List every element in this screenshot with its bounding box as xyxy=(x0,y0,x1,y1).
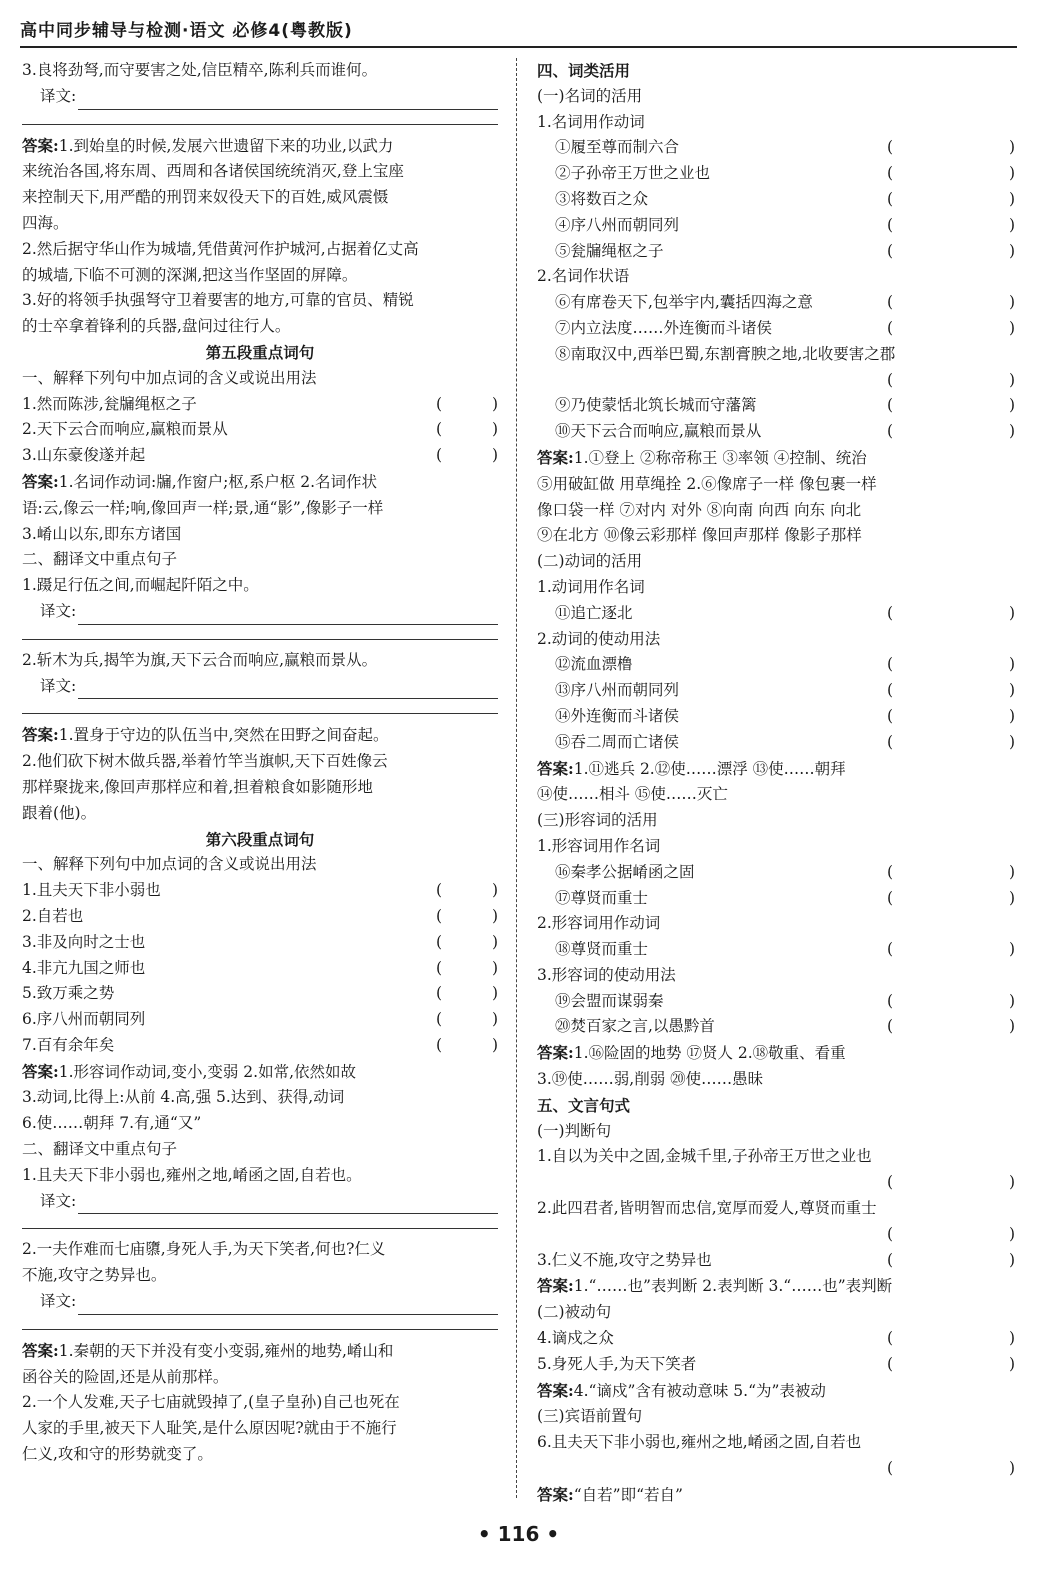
question-item xyxy=(537,1014,1015,1040)
translation-label: 译文: xyxy=(40,601,77,620)
question-text: 3.仁义不施,攻守之势异也 xyxy=(537,1250,712,1269)
text-line: (三)形容词的活用 xyxy=(537,811,658,830)
answer-line xyxy=(537,756,1015,783)
answer-parens[interactable] xyxy=(887,730,1015,756)
translation-blank-line[interactable] xyxy=(22,1315,498,1330)
answer-parens[interactable] xyxy=(887,860,1015,886)
text-line: 6.使……朝拜 7.有,通“又” xyxy=(22,1114,202,1133)
answer-parens[interactable] xyxy=(887,161,1015,187)
text-line: 二、翻译文中重点句子 xyxy=(22,1140,178,1159)
answer-parens[interactable] xyxy=(436,392,498,418)
text-line: 一、解释下列句中加点词的含义或说出用法 xyxy=(22,368,317,387)
question-text: ⑦内立法度……外连衡而斗诸侯 xyxy=(555,318,773,337)
text-line: 2.然后据守华山作为城墙,凭借黄河作护城河,占据着亿丈高 xyxy=(22,239,419,258)
question-item xyxy=(22,1033,498,1059)
answer-label: 答案: xyxy=(537,1043,574,1063)
right-paren: ) xyxy=(491,881,498,900)
text-line: 跟着(他)。 xyxy=(22,803,97,822)
answer-parens-line xyxy=(537,368,1015,394)
text-line: 3.形容词的使动用法 xyxy=(537,965,676,984)
answer-parens-line xyxy=(537,1222,1015,1248)
question-text: 2.自若也 xyxy=(22,906,84,925)
text-line: 函谷关的险固,还是从前那样。 xyxy=(22,1367,229,1386)
right-paren: ) xyxy=(1008,862,1015,881)
answer-parens[interactable] xyxy=(887,601,1015,627)
question-text: ⑬序八州而朝同列 xyxy=(555,681,680,700)
left-paren: ( xyxy=(887,370,894,389)
translation-blank-line[interactable] xyxy=(22,1214,498,1229)
text-line: 2.斩木为兵,揭竿为旗,天下云合而响应,赢粮而景从。 xyxy=(22,650,378,669)
answer-label: 答案: xyxy=(22,471,59,491)
left-paren: ( xyxy=(887,1459,894,1478)
question-item xyxy=(22,1007,498,1033)
question-item xyxy=(537,161,1015,187)
question-item xyxy=(537,860,1015,886)
text-line: 2.一个人发难,天子七庙就毁掉了,(皇子皇孙)自己也死在 xyxy=(22,1393,400,1412)
right-paren: ) xyxy=(1008,422,1015,441)
right-paren: ) xyxy=(1008,991,1015,1010)
text-line: 四海。 xyxy=(22,213,69,232)
question-text: ⑪追亡逐北 xyxy=(555,603,633,622)
question-item xyxy=(537,989,1015,1015)
text-line: 仁义,攻和守的形势就变了。 xyxy=(22,1445,213,1464)
question-text: ③将数百之众 xyxy=(555,189,649,208)
answer-parens[interactable] xyxy=(887,419,1015,445)
left-paren: ( xyxy=(436,1010,443,1029)
answer-line xyxy=(537,1273,1015,1300)
answer-label: 答案: xyxy=(22,135,59,155)
answer-line xyxy=(22,133,498,160)
right-paren: ) xyxy=(1008,888,1015,907)
question-item xyxy=(537,730,1015,756)
question-text: ⑱尊贤而重士 xyxy=(555,940,649,959)
text-line: (一)判断句 xyxy=(537,1121,612,1140)
question-text: ⑤瓮牖绳枢之子 xyxy=(555,241,664,260)
right-paren: ) xyxy=(491,394,498,413)
question-item xyxy=(537,1352,1015,1378)
answer-label: 答案: xyxy=(537,447,574,467)
answer-parens-line xyxy=(537,1456,1015,1482)
question-text: ⑩天下云合而响应,赢粮而景从 xyxy=(555,422,762,441)
question-item xyxy=(22,981,498,1007)
right-paren: ) xyxy=(1008,1329,1015,1348)
question-text: ①履至尊而制六合 xyxy=(555,138,680,157)
text-line: 2.动词的使动用法 xyxy=(537,629,661,648)
left-paren: ( xyxy=(436,958,443,977)
question-text: 2.天下云合而响应,赢粮而景从 xyxy=(22,420,228,439)
question-text: 6.序八州而朝同列 xyxy=(22,1010,146,1029)
text-line: 1.自以为关中之固,金城千里,子孙帝王万世之业也 xyxy=(537,1147,872,1166)
answer-text: 1.名词作动词:牖,作窗户;枢,系户枢 2.名词作状 xyxy=(58,472,378,491)
left-paren: ( xyxy=(436,394,443,413)
left-column xyxy=(22,58,498,1468)
question-text: ⑥有席卷天下,包举宇内,囊括四海之意 xyxy=(555,293,813,312)
question-text: ⑲会盟而谋弱秦 xyxy=(555,991,664,1010)
translation-blank[interactable] xyxy=(78,682,498,699)
text-line: 人家的手里,被天下人耻笑,是什么原因呢?就由于不施行 xyxy=(22,1419,397,1438)
answer-line xyxy=(22,1338,498,1365)
answer-label: 答案: xyxy=(537,1276,574,1296)
answer-parens[interactable] xyxy=(436,417,498,443)
translation-blank-line[interactable] xyxy=(22,699,498,714)
right-paren: ) xyxy=(491,1010,498,1029)
right-paren: ) xyxy=(1008,241,1015,260)
answer-parens[interactable] xyxy=(887,393,1015,419)
answer-text: 1.秦朝的天下并没有变小变弱,雍州的地势,崤山和 xyxy=(58,1341,394,1360)
answer-parens[interactable] xyxy=(887,937,1015,963)
right-paren: ) xyxy=(491,906,498,925)
left-paren: ( xyxy=(887,1354,894,1373)
text-line: 3.⑲使……弱,削弱 ⑳使……愚昧 xyxy=(537,1070,764,1089)
question-item xyxy=(537,652,1015,678)
left-paren: ( xyxy=(436,446,443,465)
translation-line xyxy=(22,674,498,700)
text-line: 的士卒拿着锋利的兵器,盘问过往行人。 xyxy=(22,317,291,336)
text-line: 那样聚拢来,像回声那样应和着,担着粮食如影随形地 xyxy=(22,777,373,796)
question-item xyxy=(537,290,1015,316)
text-line: 来控制天下,用严酷的刑罚来奴役天下的百姓,威风震慑 xyxy=(22,188,389,207)
answer-label: 答案: xyxy=(22,1340,59,1360)
left-paren: ( xyxy=(887,189,894,208)
left-paren: ( xyxy=(887,164,894,183)
left-paren: ( xyxy=(887,422,894,441)
left-paren: ( xyxy=(887,681,894,700)
text-line: 来统治各国,将东周、西周和各诸侯国统统消灭,登上宝座 xyxy=(22,162,404,181)
right-paren: ) xyxy=(491,446,498,465)
text-line: 1.蹑足行伍之间,而崛起阡陌之中。 xyxy=(22,576,259,595)
text-line: 的城墙,下临不可测的深渊,把这当作坚固的屏障。 xyxy=(22,265,358,284)
section-heading: 第六段重点词句 xyxy=(205,829,315,849)
text-line: 3.良将劲弩,而守要害之处,信臣精卒,陈利兵而谁何。 xyxy=(22,61,378,79)
answer-parens[interactable] xyxy=(887,213,1015,239)
left-paren: ( xyxy=(887,732,894,751)
right-paren: ) xyxy=(1008,189,1015,208)
question-text: ⑯秦孝公据崤函之固 xyxy=(555,862,695,881)
question-text: ⑮吞二周而亡诸侯 xyxy=(555,732,680,751)
right-paren: ) xyxy=(1008,940,1015,959)
section-title: 五、文言句式 xyxy=(537,1095,631,1115)
left-paren: ( xyxy=(436,881,443,900)
right-paren: ) xyxy=(1008,1224,1015,1243)
right-paren: ) xyxy=(1008,603,1015,622)
right-paren: ) xyxy=(1008,1017,1015,1036)
answer-line xyxy=(22,469,498,496)
text-line: 1.且夫天下非小弱也,雍州之地,崤函之固,自若也。 xyxy=(22,1165,362,1184)
question-text: 5.身死人手,为天下笑者 xyxy=(537,1354,697,1373)
right-paren: ) xyxy=(1008,293,1015,312)
text-line: 语:云,像云一样;响,像回声一样;景,通“影”,像影子一样 xyxy=(22,498,384,517)
answer-text: 1.①登上 ②称帝称王 ③率领 ④控制、统治 xyxy=(573,448,867,467)
answer-label: 答案: xyxy=(22,1061,59,1081)
question-text: 4.谪戍之众 xyxy=(537,1329,614,1348)
left-paren: ( xyxy=(887,862,894,881)
answer-label: 答案: xyxy=(537,758,574,778)
left-paren: ( xyxy=(887,655,894,674)
text-line: ⑧南取汉中,西举巴蜀,东割膏腴之地,北收要害之郡 xyxy=(555,344,896,363)
left-paren: ( xyxy=(887,1173,894,1192)
right-paren: ) xyxy=(1008,396,1015,415)
answer-parens[interactable] xyxy=(887,316,1015,342)
right-paren: ) xyxy=(491,984,498,1003)
translation-label: 译文: xyxy=(40,676,77,695)
translation-blank-line[interactable] xyxy=(22,625,498,640)
right-paren: ) xyxy=(1008,1459,1015,1478)
translation-blank-line[interactable] xyxy=(22,110,498,125)
question-text: ②子孙帝王万世之业也 xyxy=(555,164,711,183)
answer-parens[interactable] xyxy=(887,1014,1015,1040)
answer-label: 答案: xyxy=(22,725,59,745)
text-line: ⑭使……相斗 ⑮使……灭亡 xyxy=(537,785,728,804)
text-line: 1.形容词用作名词 xyxy=(537,836,661,855)
column-divider xyxy=(516,58,517,1498)
answer-parens[interactable] xyxy=(887,1170,1015,1196)
text-line: 3.动词,比得上:从前 4.高,强 5.达到、获得,动词 xyxy=(22,1088,345,1107)
question-item xyxy=(537,213,1015,239)
answer-parens[interactable] xyxy=(436,878,498,904)
answer-text: 1.到始皇的时候,发展六世遗留下来的功业,以武力 xyxy=(58,136,394,155)
question-item xyxy=(22,878,498,904)
question-text: 3.山东豪俊遂并起 xyxy=(22,446,146,465)
question-text: ⑰尊贤而重士 xyxy=(555,888,649,907)
translation-blank[interactable] xyxy=(78,93,498,110)
question-item xyxy=(22,417,498,443)
text-line: ⑨在北方 ⑩像云彩那样 像回声那样 像影子那样 xyxy=(537,526,862,545)
right-column xyxy=(537,58,1015,1509)
answer-line xyxy=(22,1059,498,1086)
answer-parens[interactable] xyxy=(436,443,498,469)
left-paren: ( xyxy=(887,1017,894,1036)
question-text: 1.然而陈涉,瓮牖绳枢之子 xyxy=(22,394,197,413)
text-line: 3.崤山以东,即东方诸国 xyxy=(22,524,182,543)
question-item xyxy=(22,930,498,956)
answer-parens[interactable] xyxy=(887,290,1015,316)
translation-line xyxy=(22,1189,498,1215)
question-item xyxy=(537,1248,1015,1274)
left-paren: ( xyxy=(887,241,894,260)
answer-parens[interactable] xyxy=(887,1326,1015,1352)
text-line: (二)动词的活用 xyxy=(537,552,643,571)
question-item xyxy=(537,419,1015,445)
left-paren: ( xyxy=(887,138,894,157)
right-paren: ) xyxy=(1008,1173,1015,1192)
question-item xyxy=(537,135,1015,161)
page-number: • 116 • xyxy=(477,1522,560,1546)
left-paren: ( xyxy=(887,1329,894,1348)
answer-parens[interactable] xyxy=(887,1456,1015,1482)
text-line: 2.他们砍下树木做兵器,举着竹竿当旗帜,天下百姓像云 xyxy=(22,752,388,771)
answer-text: 1.“……也”表判断 2.表判断 3.“……也”表判断 xyxy=(573,1277,893,1296)
question-item xyxy=(537,187,1015,213)
answer-line xyxy=(22,722,498,749)
left-paren: ( xyxy=(887,318,894,337)
right-paren: ) xyxy=(1008,138,1015,157)
answer-parens[interactable] xyxy=(887,1352,1015,1378)
answer-text: 1.⑪逃兵 2.⑫使……漂浮 ⑬使……朝拜 xyxy=(573,759,846,778)
text-line: (一)名词的活用 xyxy=(537,86,643,105)
translation-blank[interactable] xyxy=(78,1298,498,1315)
answer-line xyxy=(537,1040,1015,1067)
page-header: 高中同步辅导与检测·语文 必修4(粤教版) xyxy=(20,21,353,41)
translation-blank[interactable] xyxy=(78,608,498,625)
question-text: 5.致万乘之势 xyxy=(22,984,115,1003)
answer-parens[interactable] xyxy=(436,981,498,1007)
answer-line xyxy=(537,1482,1015,1509)
answer-text: “自若”即“若自” xyxy=(573,1485,683,1504)
answer-parens[interactable] xyxy=(887,187,1015,213)
question-item xyxy=(537,704,1015,730)
text-line: ⑤用破缸做 用草绳拴 2.⑥像席子一样 像包裹一样 xyxy=(537,474,877,493)
question-text: 7.百有余年矣 xyxy=(22,1035,115,1054)
left-paren: ( xyxy=(887,215,894,234)
answer-text: 1.⑯险固的地势 ⑰贤人 2.⑱敬重、看重 xyxy=(573,1044,846,1063)
text-line: 3.好的将领手执强弩守卫着要害的地方,可靠的官员、精锐 xyxy=(22,291,414,310)
answer-line xyxy=(537,445,1015,472)
question-item xyxy=(22,904,498,930)
answer-parens[interactable] xyxy=(436,956,498,982)
text-line: 一、解释下列句中加点词的含义或说出用法 xyxy=(22,855,317,874)
question-item xyxy=(537,601,1015,627)
section-title: 四、词类活用 xyxy=(537,61,631,80)
answer-parens[interactable] xyxy=(887,368,1015,394)
translation-label: 译文: xyxy=(40,1292,77,1311)
left-paren: ( xyxy=(887,396,894,415)
translation-label: 译文: xyxy=(40,86,77,105)
answer-parens[interactable] xyxy=(887,678,1015,704)
answer-text: 4.“谪戍”含有被动意味 5.“为”表被动 xyxy=(573,1381,826,1400)
translation-line xyxy=(22,84,498,110)
left-paren: ( xyxy=(436,1035,443,1054)
translation-label: 译文: xyxy=(40,1191,77,1210)
text-line: 2.形容词用作动词 xyxy=(537,914,661,933)
text-line: 不施,攻守之势异也。 xyxy=(22,1266,167,1285)
question-item xyxy=(537,316,1015,342)
text-line: 2.一夫作难而七庙隳,身死人手,为天下笑者,何也?仁义 xyxy=(22,1240,386,1259)
left-paren: ( xyxy=(887,603,894,622)
question-item xyxy=(537,393,1015,419)
right-paren: ) xyxy=(1008,164,1015,183)
question-item xyxy=(537,1326,1015,1352)
text-line: 1.动词用作名词 xyxy=(537,577,645,596)
text-line: 像口袋一样 ⑦对内 对外 ⑧向南 向西 向东 向北 xyxy=(537,500,862,519)
text-line: 二、翻译文中重点句子 xyxy=(22,550,178,569)
answer-text: 1.形容词作动词,变小,变弱 2.如常,依然如故 xyxy=(58,1062,357,1081)
text-line: 1.名词用作动词 xyxy=(537,112,645,131)
question-item xyxy=(22,956,498,982)
left-paren: ( xyxy=(887,293,894,312)
question-item xyxy=(537,239,1015,265)
question-text: ⑨乃使蒙恬北筑长城而守藩篱 xyxy=(555,396,757,415)
left-paren: ( xyxy=(887,706,894,725)
left-paren: ( xyxy=(436,932,443,951)
left-paren: ( xyxy=(887,1224,894,1243)
left-paren: ( xyxy=(436,906,443,925)
left-paren: ( xyxy=(436,420,443,439)
answer-parens[interactable] xyxy=(887,989,1015,1015)
right-paren: ) xyxy=(491,420,498,439)
text-line: 2.名词作状语 xyxy=(537,267,630,286)
right-paren: ) xyxy=(491,1035,498,1054)
text-line: 2.此四君者,皆明智而忠信,宽厚而爱人,尊贤而重士 xyxy=(537,1199,877,1218)
answer-parens[interactable] xyxy=(436,904,498,930)
question-text: ⑭外连衡而斗诸侯 xyxy=(555,706,680,725)
text-line: (二)被动句 xyxy=(537,1303,612,1322)
answer-text: 1.置身于守边的队伍当中,突然在田野之间奋起。 xyxy=(58,726,389,745)
right-paren: ) xyxy=(1008,706,1015,725)
answer-parens[interactable] xyxy=(887,1222,1015,1248)
right-paren: ) xyxy=(491,932,498,951)
translation-blank[interactable] xyxy=(78,1197,498,1214)
answer-parens[interactable] xyxy=(887,1248,1015,1274)
left-paren: ( xyxy=(436,984,443,1003)
right-paren: ) xyxy=(1008,1354,1015,1373)
question-item xyxy=(22,443,498,469)
answer-line xyxy=(537,1378,1015,1405)
left-paren: ( xyxy=(887,991,894,1010)
right-paren: ) xyxy=(1008,732,1015,751)
question-item xyxy=(537,937,1015,963)
question-text: ④序八州而朝同列 xyxy=(555,215,680,234)
answer-parens[interactable] xyxy=(436,1033,498,1059)
right-paren: ) xyxy=(1008,370,1015,389)
text-line: 6.且夫天下非小弱也,雍州之地,崤函之固,自若也 xyxy=(537,1433,862,1452)
right-paren: ) xyxy=(1008,318,1015,337)
question-text: ⑫流血漂橹 xyxy=(555,655,633,674)
question-text: 3.非及向时之士也 xyxy=(22,932,146,951)
right-paren: ) xyxy=(1008,681,1015,700)
translation-line xyxy=(22,1289,498,1315)
answer-parens[interactable] xyxy=(887,239,1015,265)
answer-parens[interactable] xyxy=(887,652,1015,678)
translation-line xyxy=(22,599,498,625)
left-paren: ( xyxy=(887,1250,894,1269)
section-heading: 第五段重点词句 xyxy=(205,342,315,362)
question-text: ⑳焚百家之言,以愚黔首 xyxy=(555,1017,715,1036)
right-paren: ) xyxy=(1008,215,1015,234)
answer-label: 答案: xyxy=(537,1380,574,1400)
answer-parens[interactable] xyxy=(887,135,1015,161)
answer-parens[interactable] xyxy=(887,704,1015,730)
question-text: 1.且夫天下非小弱也 xyxy=(22,881,161,900)
question-item xyxy=(537,886,1015,912)
header-rule xyxy=(20,46,1017,48)
text-line: (三)宾语前置句 xyxy=(537,1407,643,1426)
question-text: 4.非亢九国之师也 xyxy=(22,958,146,977)
right-paren: ) xyxy=(1008,1250,1015,1269)
right-paren: ) xyxy=(1008,655,1015,674)
answer-label: 答案: xyxy=(537,1484,574,1504)
answer-parens-line xyxy=(537,1170,1015,1196)
left-paren: ( xyxy=(887,940,894,959)
right-paren: ) xyxy=(491,958,498,977)
left-paren: ( xyxy=(887,888,894,907)
answer-parens[interactable] xyxy=(436,930,498,956)
question-item xyxy=(22,392,498,418)
answer-parens[interactable] xyxy=(887,886,1015,912)
answer-parens[interactable] xyxy=(436,1007,498,1033)
question-item xyxy=(537,678,1015,704)
